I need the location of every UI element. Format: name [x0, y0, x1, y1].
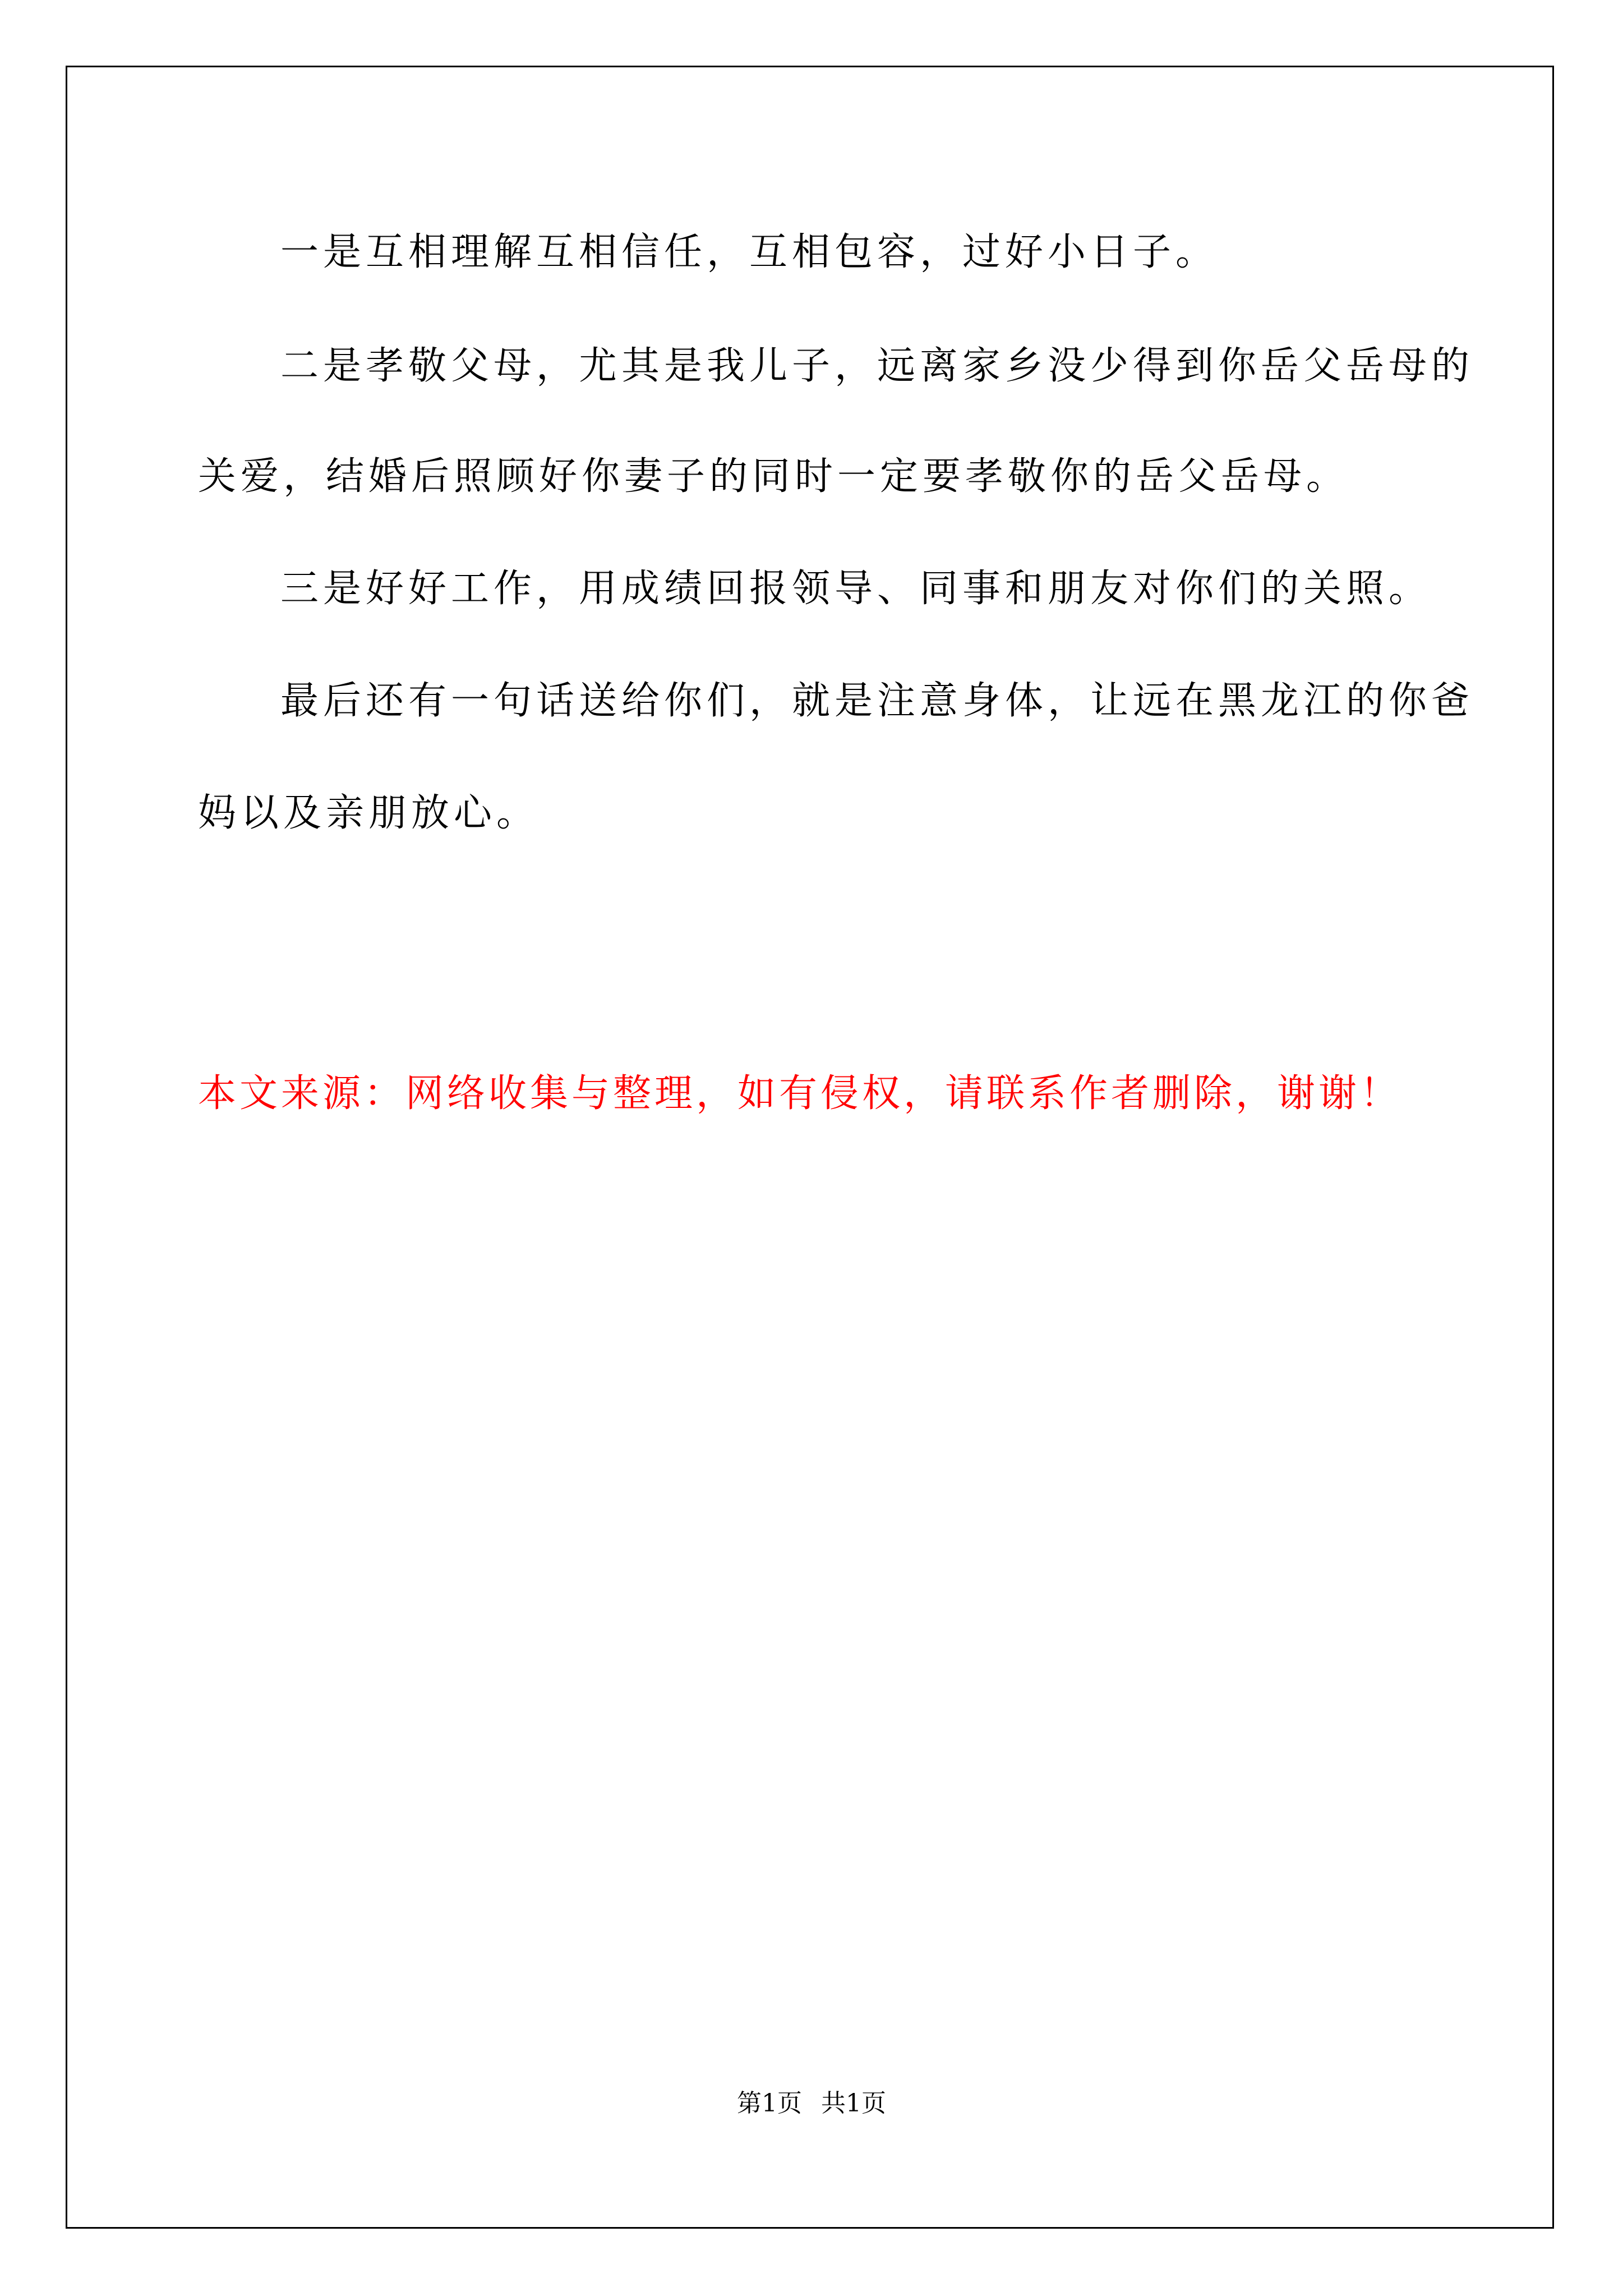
paragraph-1: 一是互相理解互相信任，互相包容，过好小日子。 — [280, 230, 1219, 274]
paragraph-2-line-1: 二是孝敬父母，尤其是我儿子，远离家乡没少得到你岳父岳母的 — [280, 344, 1474, 388]
page-footer: 第1页 共1页 — [737, 2089, 886, 2118]
paragraph-4-line-2: 妈以及亲朋放心。 — [198, 791, 540, 835]
paragraph-2-line-2: 关爱，结婚后照顾好你妻子的同时一定要孝敬你的岳父岳母。 — [198, 454, 1349, 499]
source-note: 本文来源：网络收集与整理，如有侵权，请联系作者删除，谢谢！ — [198, 1071, 1402, 1116]
paragraph-3: 三是好好工作，用成绩回报领导、同事和朋友对你们的关照。 — [280, 567, 1432, 611]
paragraph-4-line-1: 最后还有一句话送给你们，就是注意身体，让远在黑龙江的你爸 — [280, 679, 1474, 723]
